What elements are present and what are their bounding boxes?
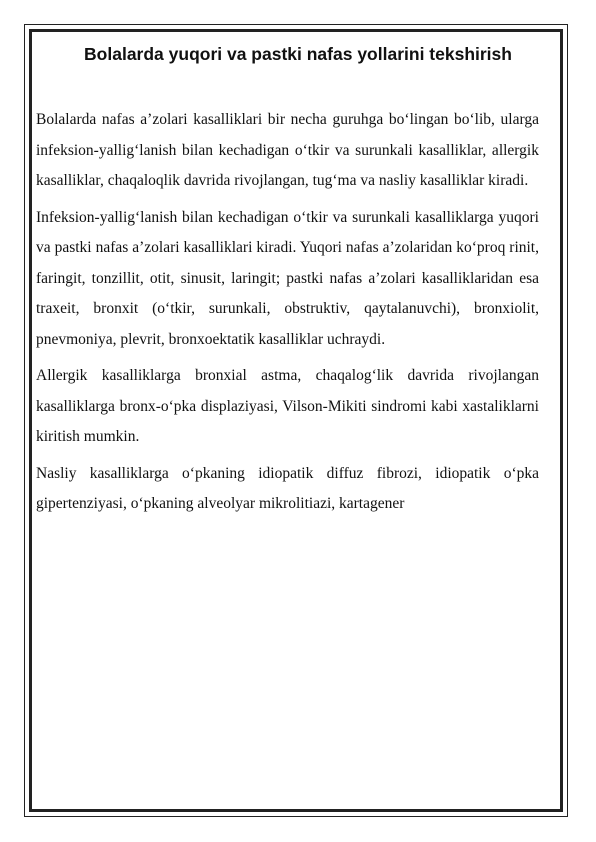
paragraph-3: Allergik kasalliklarga bronxial astma, chaqalog‘lik davrida rivojlangan kasalliklarga bronx-o‘pka displaziyasi, Vilson-Mikiti sindromi kabi xastaliklarni kiritish mumkin. [36,367,539,445]
paragraph-2: Infeksion-yallig‘lanish bilan kechadigan o‘tkir va surunkali kasalliklarga yuqori va pastki nafas a’zolari kasalliklari kiradi. Yuqori nafas a’zolaridan ko‘proq rinit, faringit, tonzillit, otit, sinusit, laringit; pastki nafas a’zolari kasalliklaridan esa traxeit, bronxit (o‘tkir, surunkali, obstruktiv, qaytalanuvchi), bronxiolit, pnevmoniya, plevrit, bronxoektatik kasalliklar uchraydi. [36,208,539,348]
document-body [36,105,539,526]
document-title: Bolalarda yuqori va pastki nafas yollarini tekshirish [84,44,512,64]
paragraph-1: Bolalarda nafas a’zolari kasalliklari bir necha guruhga bo‘lingan bo‘lib, ularga infeksion-yallig‘lanish bilan kechadigan o‘tkir va surunkali kasalliklar, allergik kasalliklar, chaqaloqlik davrida rivojlangan, tug‘ma va nasliy kasalliklar kiradi. [36,111,539,189]
paragraph-4: Nasliy kasalliklarga o‘pkaning idiopatik diffuz fibrozi, idiopatik o‘pka gipertenziyasi, o‘pkaning alveolyar mikrolitiazi, kartagener [36,464,539,512]
